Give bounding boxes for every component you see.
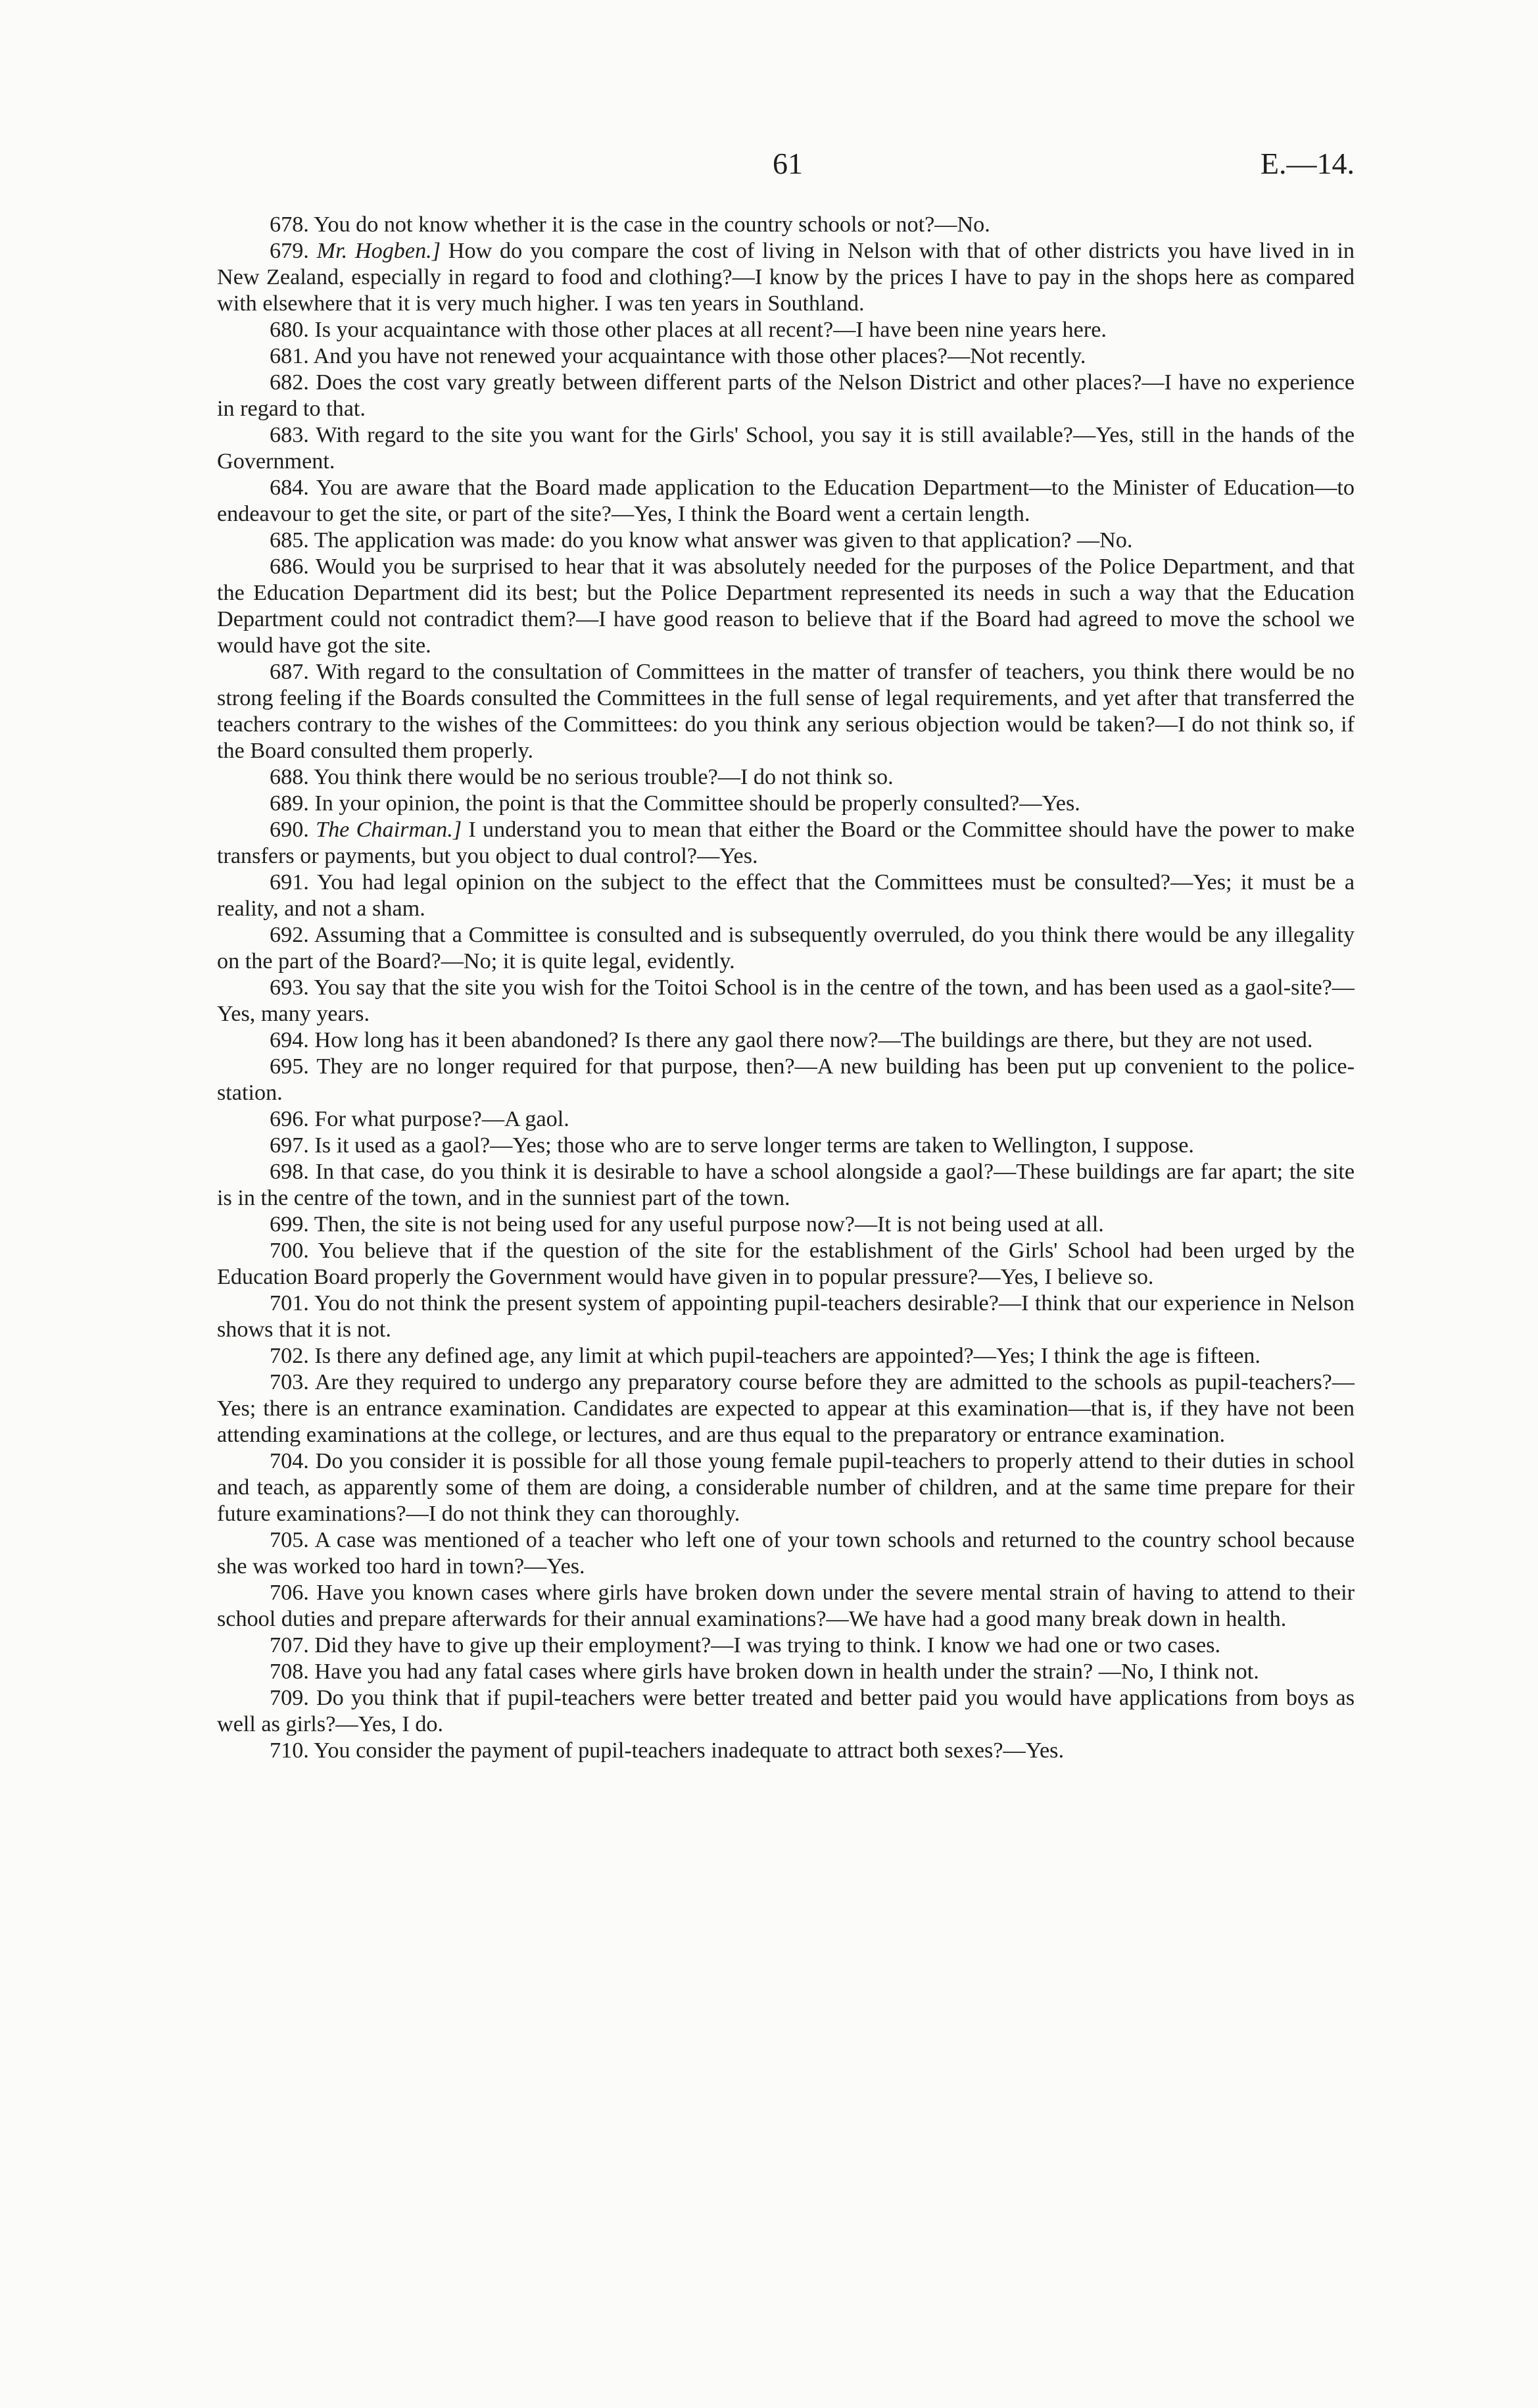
question-705: 705. A case was mentioned of a teacher who left one of your town schools and returned to the country school because she was worked too hard in town?—Yes. [217,1528,1355,1579]
question-697: 697. Is it used as a gaol?—Yes; those who are to serve longer terms are taken to Wellington, I suppose. [270,1133,1194,1158]
question-702: 702. Is there any defined age, any limit at which pupil-teachers are appointed?—Yes; I think the age is fifteen. [270,1344,1261,1368]
document-reference: E.—14. [1260,147,1355,180]
question-701: 701. You do not think the present system of appointing pupil-teachers desirable?—I think that our experience in Nelson shows that it is not. [217,1291,1355,1342]
question-682: 682. Does the cost vary greatly between different parts of the Nelson District and other places?—I have no experience in regard to that. [217,370,1355,421]
question-number: 690. [270,818,309,842]
question-695: 695. They are no longer required for that purpose, then?—A new building has been put up convenient to the police-station. [217,1054,1355,1105]
speaker-label: The Chairman.] [316,818,462,842]
question-694: 694. How long has it been abandoned? Is there any gaol there now?—The buildings are there, but they are not used. [270,1028,1313,1052]
testimony-text [217,212,1355,1764]
question-685: 685. The application was made: do you know what answer was given to that application? —No. [270,528,1133,553]
question-699: 699. Then, the site is not being used for any useful purpose now?—It is not being used at all. [270,1212,1104,1237]
question-number: 679. [270,239,309,263]
question-689: 689. In your opinion, the point is that the Committee should be properly consulted?—Yes. [270,791,1080,816]
question-691: 691. You had legal opinion on the subject to the effect that the Committees must be consulted?—Yes; it must be a reality, and not a sham. [217,870,1355,921]
question-700: 700. You believe that if the question of the site for the establishment of the Girls' School had been urged by the Education Board properly the Government would have given in to popular pressure?—Yes, I believe so. [217,1239,1355,1289]
question-708: 708. Have you had any fatal cases where girls have broken down in health under the strain? —No, I think not. [270,1659,1259,1684]
question-692: 692. Assuming that a Committee is consulted and is subsequently overruled, do you think there would be any illegality on the part of the Board?—No; it is quite legal, evidently. [217,923,1355,973]
question-690 [217,817,1355,870]
question-710: 710. You consider the payment of pupil-teachers inadequate to attract both sexes?—Yes. [270,1738,1064,1763]
question-684: 684. You are aware that the Board made application to the Education Department—to the Minister of Education—to endeavour to get the site, or part of the site?—Yes, I think the Board went a certain length. [217,476,1355,526]
page-number: 61 [773,147,803,180]
question-680: 680. Is your acquaintance with those other places at all recent?—I have been nine years here. [270,318,1107,342]
question-706: 706. Have you known cases where girls have broken down under the severe mental strain of having to attend to their school duties and prepare afterwards for their annual examinations?—We have had a good many break down in health. [217,1581,1355,1631]
question-693: 693. You say that the site you wish for the Toitoi School is in the centre of the town, and has been used as a gaol-site?—Yes, many years. [217,975,1355,1026]
question-body: How do you compare the cost of living in Nelson with that of other districts you have lived in in New Zealand, especially in regard to food and clothing?—I know by the prices I have to pay in the shops here as compared with elsewhere that it is very much higher. I was ten years in Southland. [217,239,1355,316]
question-679 [217,238,1355,317]
question-body: I understand you to mean that either the Board or the Committee should have the power to make transfers or payments, but you object to dual control?—Yes. [217,818,1355,868]
speaker-label: Mr. Hogben.] [316,239,441,263]
question-678: 678. You do not know whether it is the case in the country schools or not?—No. [270,212,990,237]
question-687: 687. With regard to the consultation of Committees in the matter of transfer of teachers, you think there would be no strong feeling if the Boards consulted the Committees in the full sense of legal requirements, and yet after that transferred the teachers contrary to the wishes of the Committees: do you think any serious objection would be taken?—I do not think so, if the Board consulted them properly. [217,660,1355,763]
question-698: 698. In that case, do you think it is desirable to have a school alongside a gaol?—These buildings are far apart; the site is in the centre of the town, and in the sunniest part of the town. [217,1160,1355,1210]
question-709: 709. Do you think that if pupil-teachers were better treated and better paid you would have applications from boys as well as girls?—Yes, I do. [217,1686,1355,1736]
question-681: 681. And you have not renewed your acquaintance with those other places?—Not recently. [270,344,1086,368]
question-707: 707. Did they have to give up their employment?—I was trying to think. I know we had one or two cases. [270,1633,1221,1658]
page-header [217,146,1355,192]
question-703: 703. Are they required to undergo any preparatory course before they are admitted to the schools as pupil-teachers?—Yes; there is an entrance examination. Candidates are expected to appear at this examination—that is, if they have not been attending examinations at the college, or lectures, and are thus equal to the preparatory or entrance examination. [217,1370,1355,1447]
question-704: 704. Do you consider it is possible for all those young female pupil-teachers to properly attend to their duties in school and teach, as apparently some of them are doing, a considerable number of children, and at the same time prepare for their future examinations?—I do not think they can thoroughly. [217,1449,1355,1526]
question-696: 696. For what purpose?—A gaol. [270,1107,569,1131]
question-688: 688. You think there would be no serious trouble?—I do not think so. [270,765,894,789]
question-686: 686. Would you be surprised to hear that it was absolutely needed for the purposes of the Police Department, and that the Education Department did its best; but the Police Department represented its needs in such a way that the Education Department could not contradict them?—I have good reason to believe that if the Board had agreed to move the school we would have got the site. [217,554,1355,658]
question-683: 683. With regard to the site you want for the Girls' School, you say it is still available?—Yes, still in the hands of the Government. [217,423,1355,474]
